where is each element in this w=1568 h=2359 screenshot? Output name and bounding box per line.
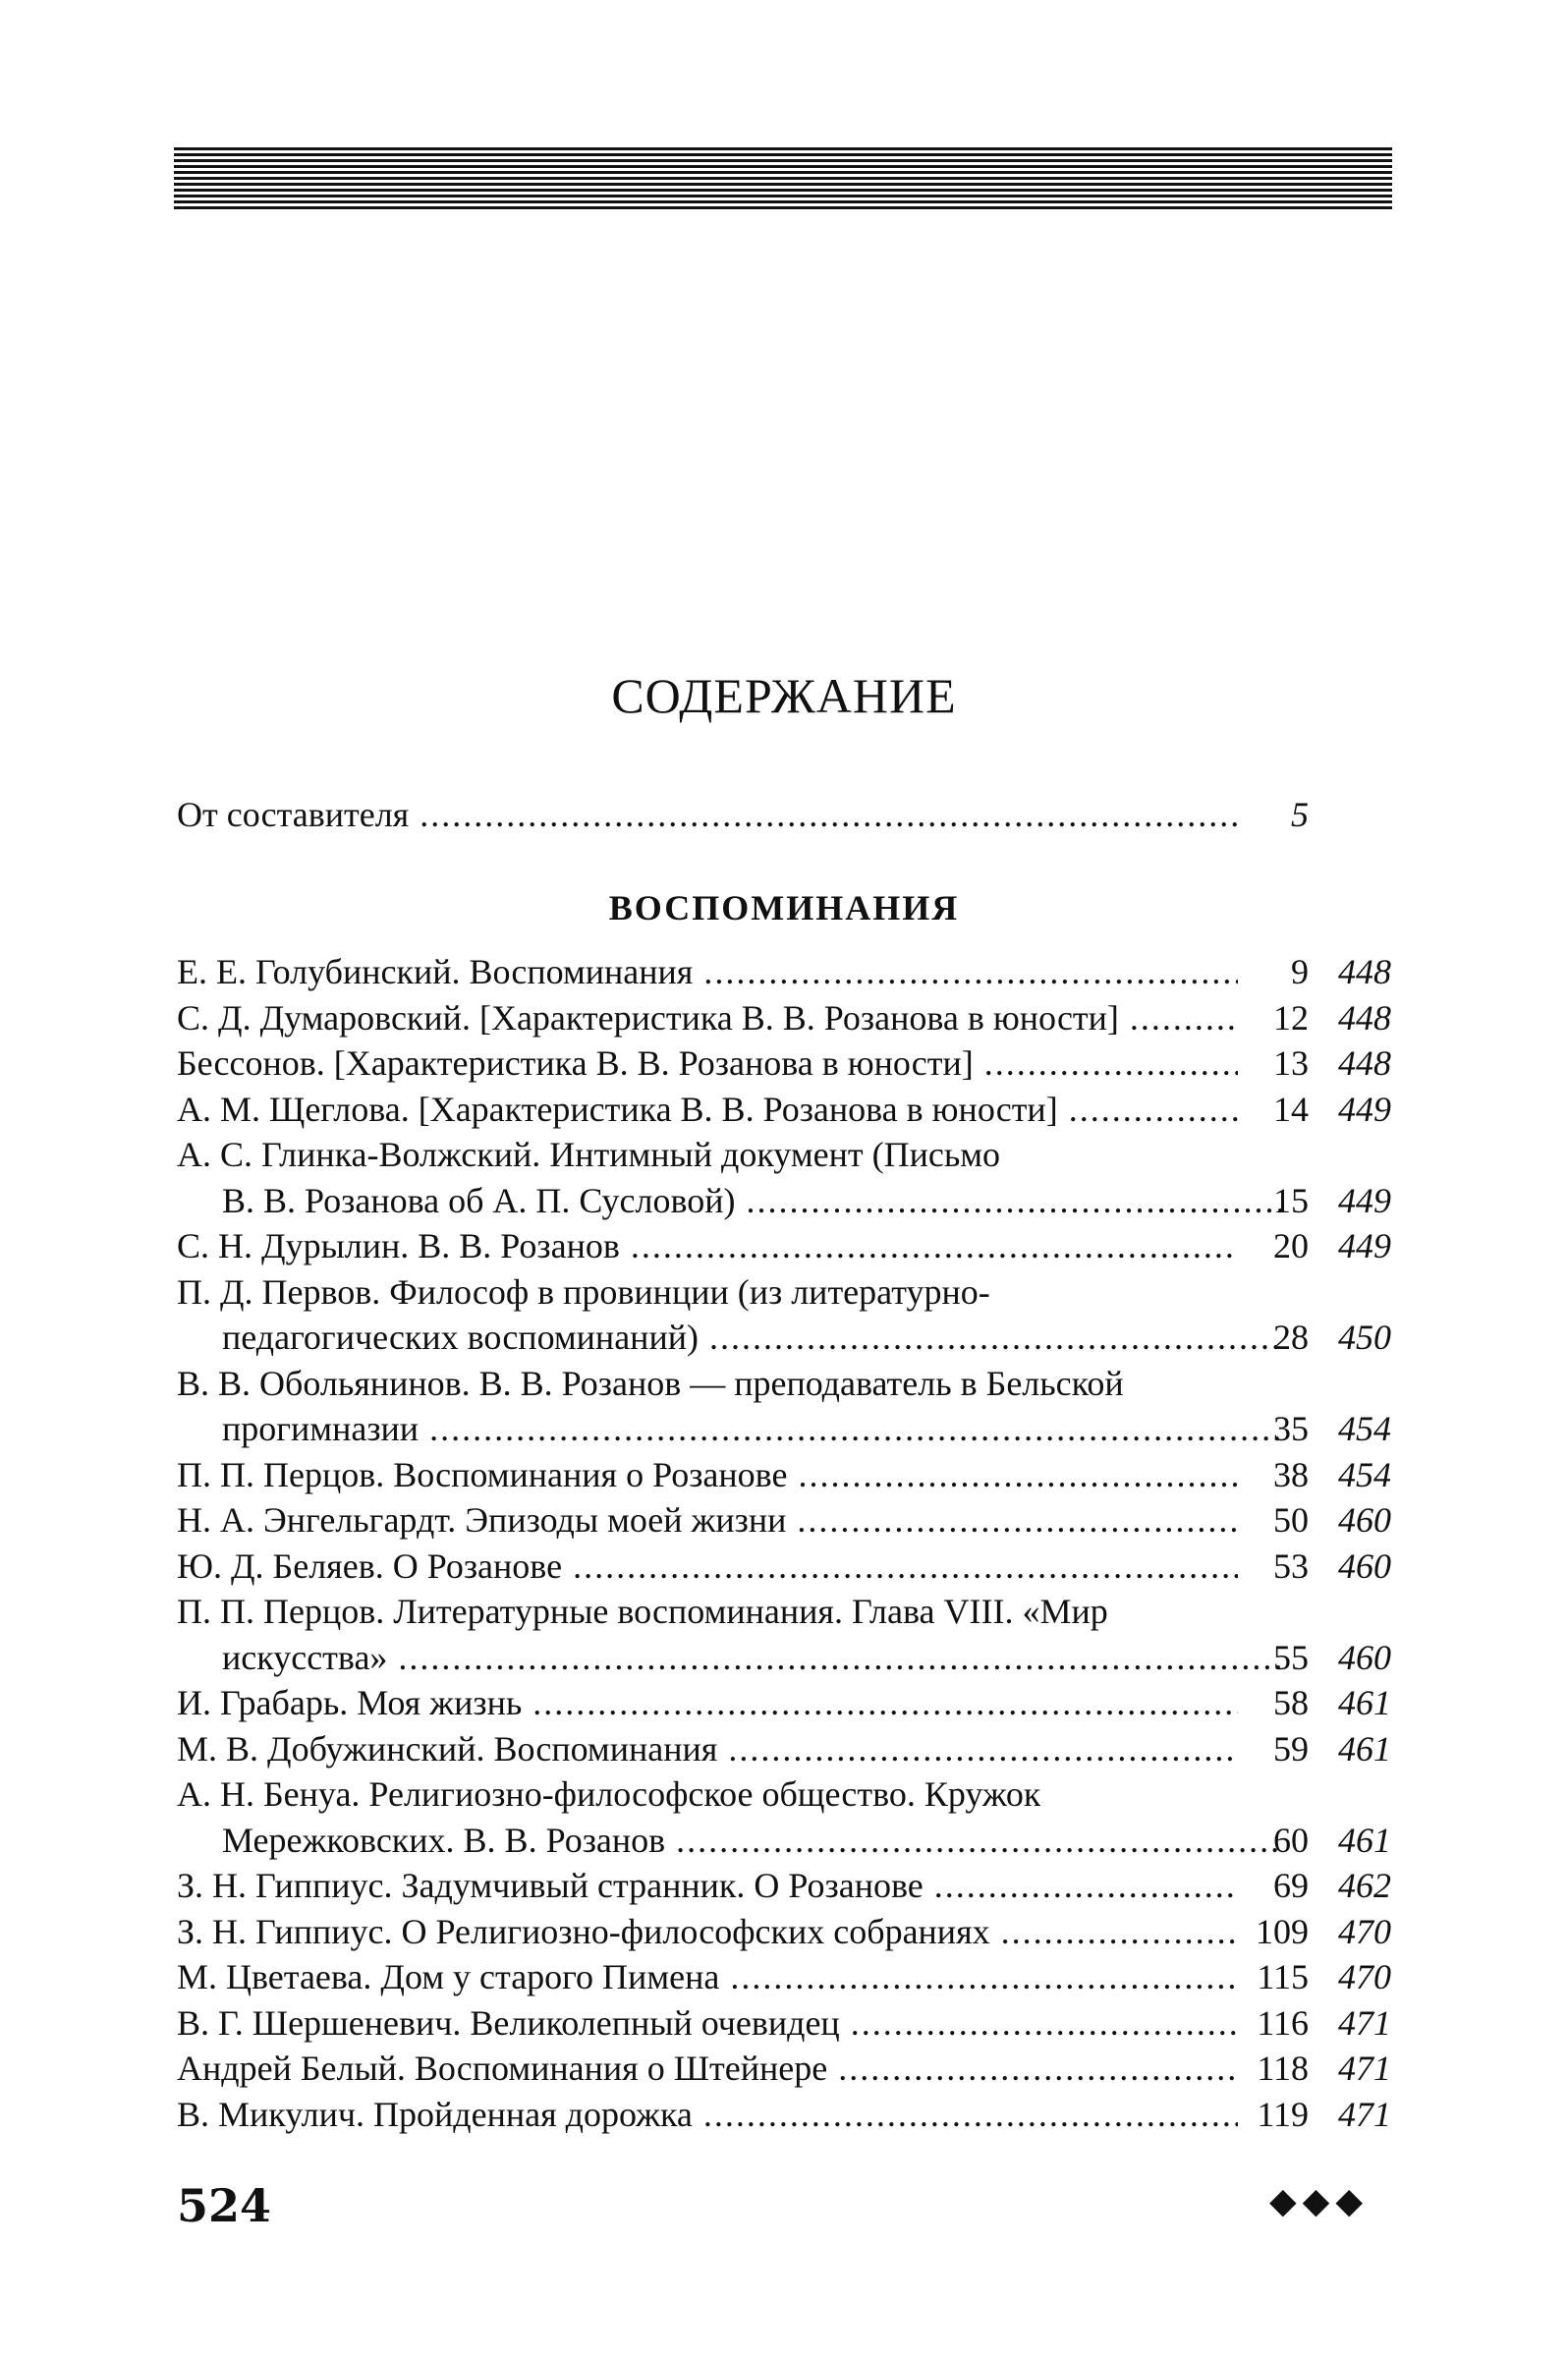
toc-entry-head: П. Д. Первов. Философ в провинции (из литературно- [177,1271,990,1312]
toc-entry-notes-page: 449 [1338,1226,1391,1265]
toc-entry-title: З. Н. Гиппиус. Задумчивый странник. О Розанове ..... [177,1863,1238,1909]
toc-entry-first-line[interactable] [0,1269,1568,1316]
toc-entry[interactable] [0,1954,1568,2000]
toc-entry-notes-page: 448 [1338,952,1391,991]
toc-entry-title: От составителя ..... [177,792,1238,838]
toc-entry[interactable] [0,1818,1568,1864]
toc-entry-title: М. Цветаева. Дом у старого Пимена ..... [177,1954,1238,2000]
toc-entry-title: С. Д. Думаровский. [Характеристика В. В. Розанова в юности] ..... [177,995,1238,1041]
toc-entry-title: Н. А. Энгельгардт. Эпизоды моей жизни ..... [177,1497,1238,1544]
toc-entry-notes-page: 454 [1338,1454,1391,1494]
toc-entry-notes-page: 471 [1338,2049,1391,2088]
toc-entry[interactable] [0,949,1568,995]
toc-entry-title: педагогических воспоминаний) ..... [222,1315,1283,1361]
toc-entry-page: 60 [1273,1820,1309,1860]
toc-entry-page: 118 [1257,2049,1309,2088]
toc-entry-page: 115 [1257,1957,1309,1996]
toc-entry-title: Бессонов. [Характеристика В. В. Розанова в юности] ..... [177,1040,1238,1087]
toc-entry-notes-page: 460 [1338,1637,1391,1677]
toc-entry-page: 50 [1273,1500,1309,1540]
toc-entry[interactable] [0,1544,1568,1590]
toc-entry-page: 9 [1291,952,1309,991]
toc-entry-page: 15 [1273,1180,1309,1220]
toc-entry-title: Андрей Белый. Воспоминания о Штейнере ..... [177,2046,1238,2092]
toc-entry-page: 12 [1273,997,1309,1038]
toc-entry-notes-page: 449 [1338,1089,1391,1129]
toc-entry[interactable] [0,1635,1568,1681]
toc-entry-title: М. В. Добужинский. Воспоминания ..... [177,1726,1238,1772]
toc-entry[interactable] [0,1040,1568,1087]
toc-entry-notes-page: 461 [1338,1728,1391,1769]
toc-entry-title: Ю. Д. Беляев. О Розанове ..... [177,1544,1238,1590]
section-heading: ВОСПОМИНАНИЯ [608,888,960,927]
toc-entry-notes-page: 462 [1338,1866,1391,1905]
toc-entry-title: искусства» ..... [222,1635,1283,1681]
toc-entry-notes-page: 448 [1338,1043,1391,1083]
toc-entry[interactable] [0,1315,1568,1361]
toc-entry-notes-page: 471 [1338,2002,1391,2043]
toc-entry-page: 53 [1273,1545,1309,1586]
toc-entry-title: С. Н. Дурылин. В. В. Розанов ..... [177,1223,1238,1269]
toc-entry[interactable] [0,2000,1568,2047]
toc-entry-title: И. Грабарь. Моя жизнь ..... [177,1680,1238,1726]
toc-entry-notes-page: 470 [1338,1957,1391,1996]
toc-entry-title: прогимназии ..... [222,1406,1283,1452]
toc-entry-first-line[interactable] [0,1132,1568,1178]
toc-entry-notes-page: 460 [1338,1545,1391,1586]
toc-entry[interactable] [0,1680,1568,1726]
toc-entry-page: 20 [1273,1226,1309,1265]
toc-entry-page: 59 [1273,1728,1309,1769]
toc-entry[interactable] [0,1726,1568,1772]
toc-entry-title: А. М. Щеглова. [Характеристика В. В. Розанова в юности] ..... [177,1087,1238,1133]
toc-entry-page: 5 [1291,795,1309,834]
toc-entry-first-line[interactable] [0,1589,1568,1635]
toc-entry-first-line[interactable] [0,1771,1568,1818]
toc-entry[interactable] [0,1087,1568,1133]
toc-entry-title: Мережковских. В. В. Розанов ..... [222,1818,1283,1864]
toc-entry-first-line[interactable] [0,1361,1568,1407]
toc-entry[interactable] [0,2046,1568,2092]
toc-entry-page: 14 [1273,1089,1309,1129]
toc-entry[interactable] [0,1178,1568,1224]
toc-entry[interactable] [0,2092,1568,2138]
toc-entry-title: З. Н. Гиппиус. О Религиозно-философских собраниях ..... [177,1909,1238,1955]
toc-intro-row[interactable] [0,792,1568,838]
toc-entry-notes-page: 461 [1338,1683,1391,1722]
toc-entry-notes-page: 460 [1338,1500,1391,1540]
toc-entry-page: 38 [1273,1454,1309,1494]
toc-entry-page: 13 [1273,1043,1309,1083]
toc-entry[interactable] [0,1406,1568,1452]
toc-entry-title: П. П. Перцов. Воспоминания о Розанове ..... [177,1452,1238,1498]
toc-entry-page: 55 [1273,1637,1309,1677]
toc-entry-notes-page: 454 [1338,1409,1391,1448]
toc-entry-notes-page: 450 [1338,1318,1391,1357]
toc-entry-head: П. П. Перцов. Литературные воспоминания. Глава VIII. «Мир [177,1592,1108,1631]
toc-entry[interactable] [0,995,1568,1041]
toc-entry-title: Е. Е. Голубинский. Воспоминания ..... [177,949,1238,995]
toc-entry[interactable] [0,1909,1568,1955]
toc-entry-head: А. С. Глинка-Волжский. Интимный документ (Письмо [177,1135,1001,1174]
toc-entry-notes-page: 470 [1338,1911,1391,1951]
diamond-ornament-icon: ◆◆◆ [1269,2181,1370,2220]
toc-entry-page: 58 [1273,1683,1309,1722]
toc-entry-page: 69 [1273,1866,1309,1905]
toc-entry[interactable] [0,1497,1568,1544]
toc-entry-notes-page: 448 [1338,997,1391,1038]
toc-entry-page: 35 [1273,1409,1309,1448]
toc-entry-page: 116 [1257,2002,1309,2043]
toc-entry[interactable] [0,1223,1568,1269]
toc-entry-page: 119 [1257,2094,1309,2134]
page-title: СОДЕРЖАНИЕ [611,668,957,723]
toc-entry-page: 28 [1273,1318,1309,1357]
page-number: 524 [177,2179,272,2232]
toc-entry-title: В. Г. Шершеневич. Великолепный очевидец ..... [177,2000,1238,2047]
toc-entry-notes-page: 471 [1338,2094,1391,2134]
toc-entry-notes-page: 461 [1338,1820,1391,1860]
header-rule [174,147,1392,212]
toc-entry[interactable] [0,1452,1568,1498]
toc-entry-notes-page: 449 [1338,1180,1391,1220]
toc-entry-head: А. Н. Бенуа. Религиозно-философское общество. Кружок [177,1774,1041,1814]
toc-entry[interactable] [0,1863,1568,1909]
toc-entry-title: В. Микулич. Пройденная дорожка ..... [177,2092,1238,2138]
toc-entry-page: 109 [1256,1911,1309,1951]
toc-list [0,949,1568,2137]
toc-entry-head: В. В. Обольянинов. В. В. Розанов — преподаватель в Бельской [177,1363,1124,1403]
toc-entry-title: В. В. Розанова об А. П. Сусловой) ..... [222,1178,1283,1224]
